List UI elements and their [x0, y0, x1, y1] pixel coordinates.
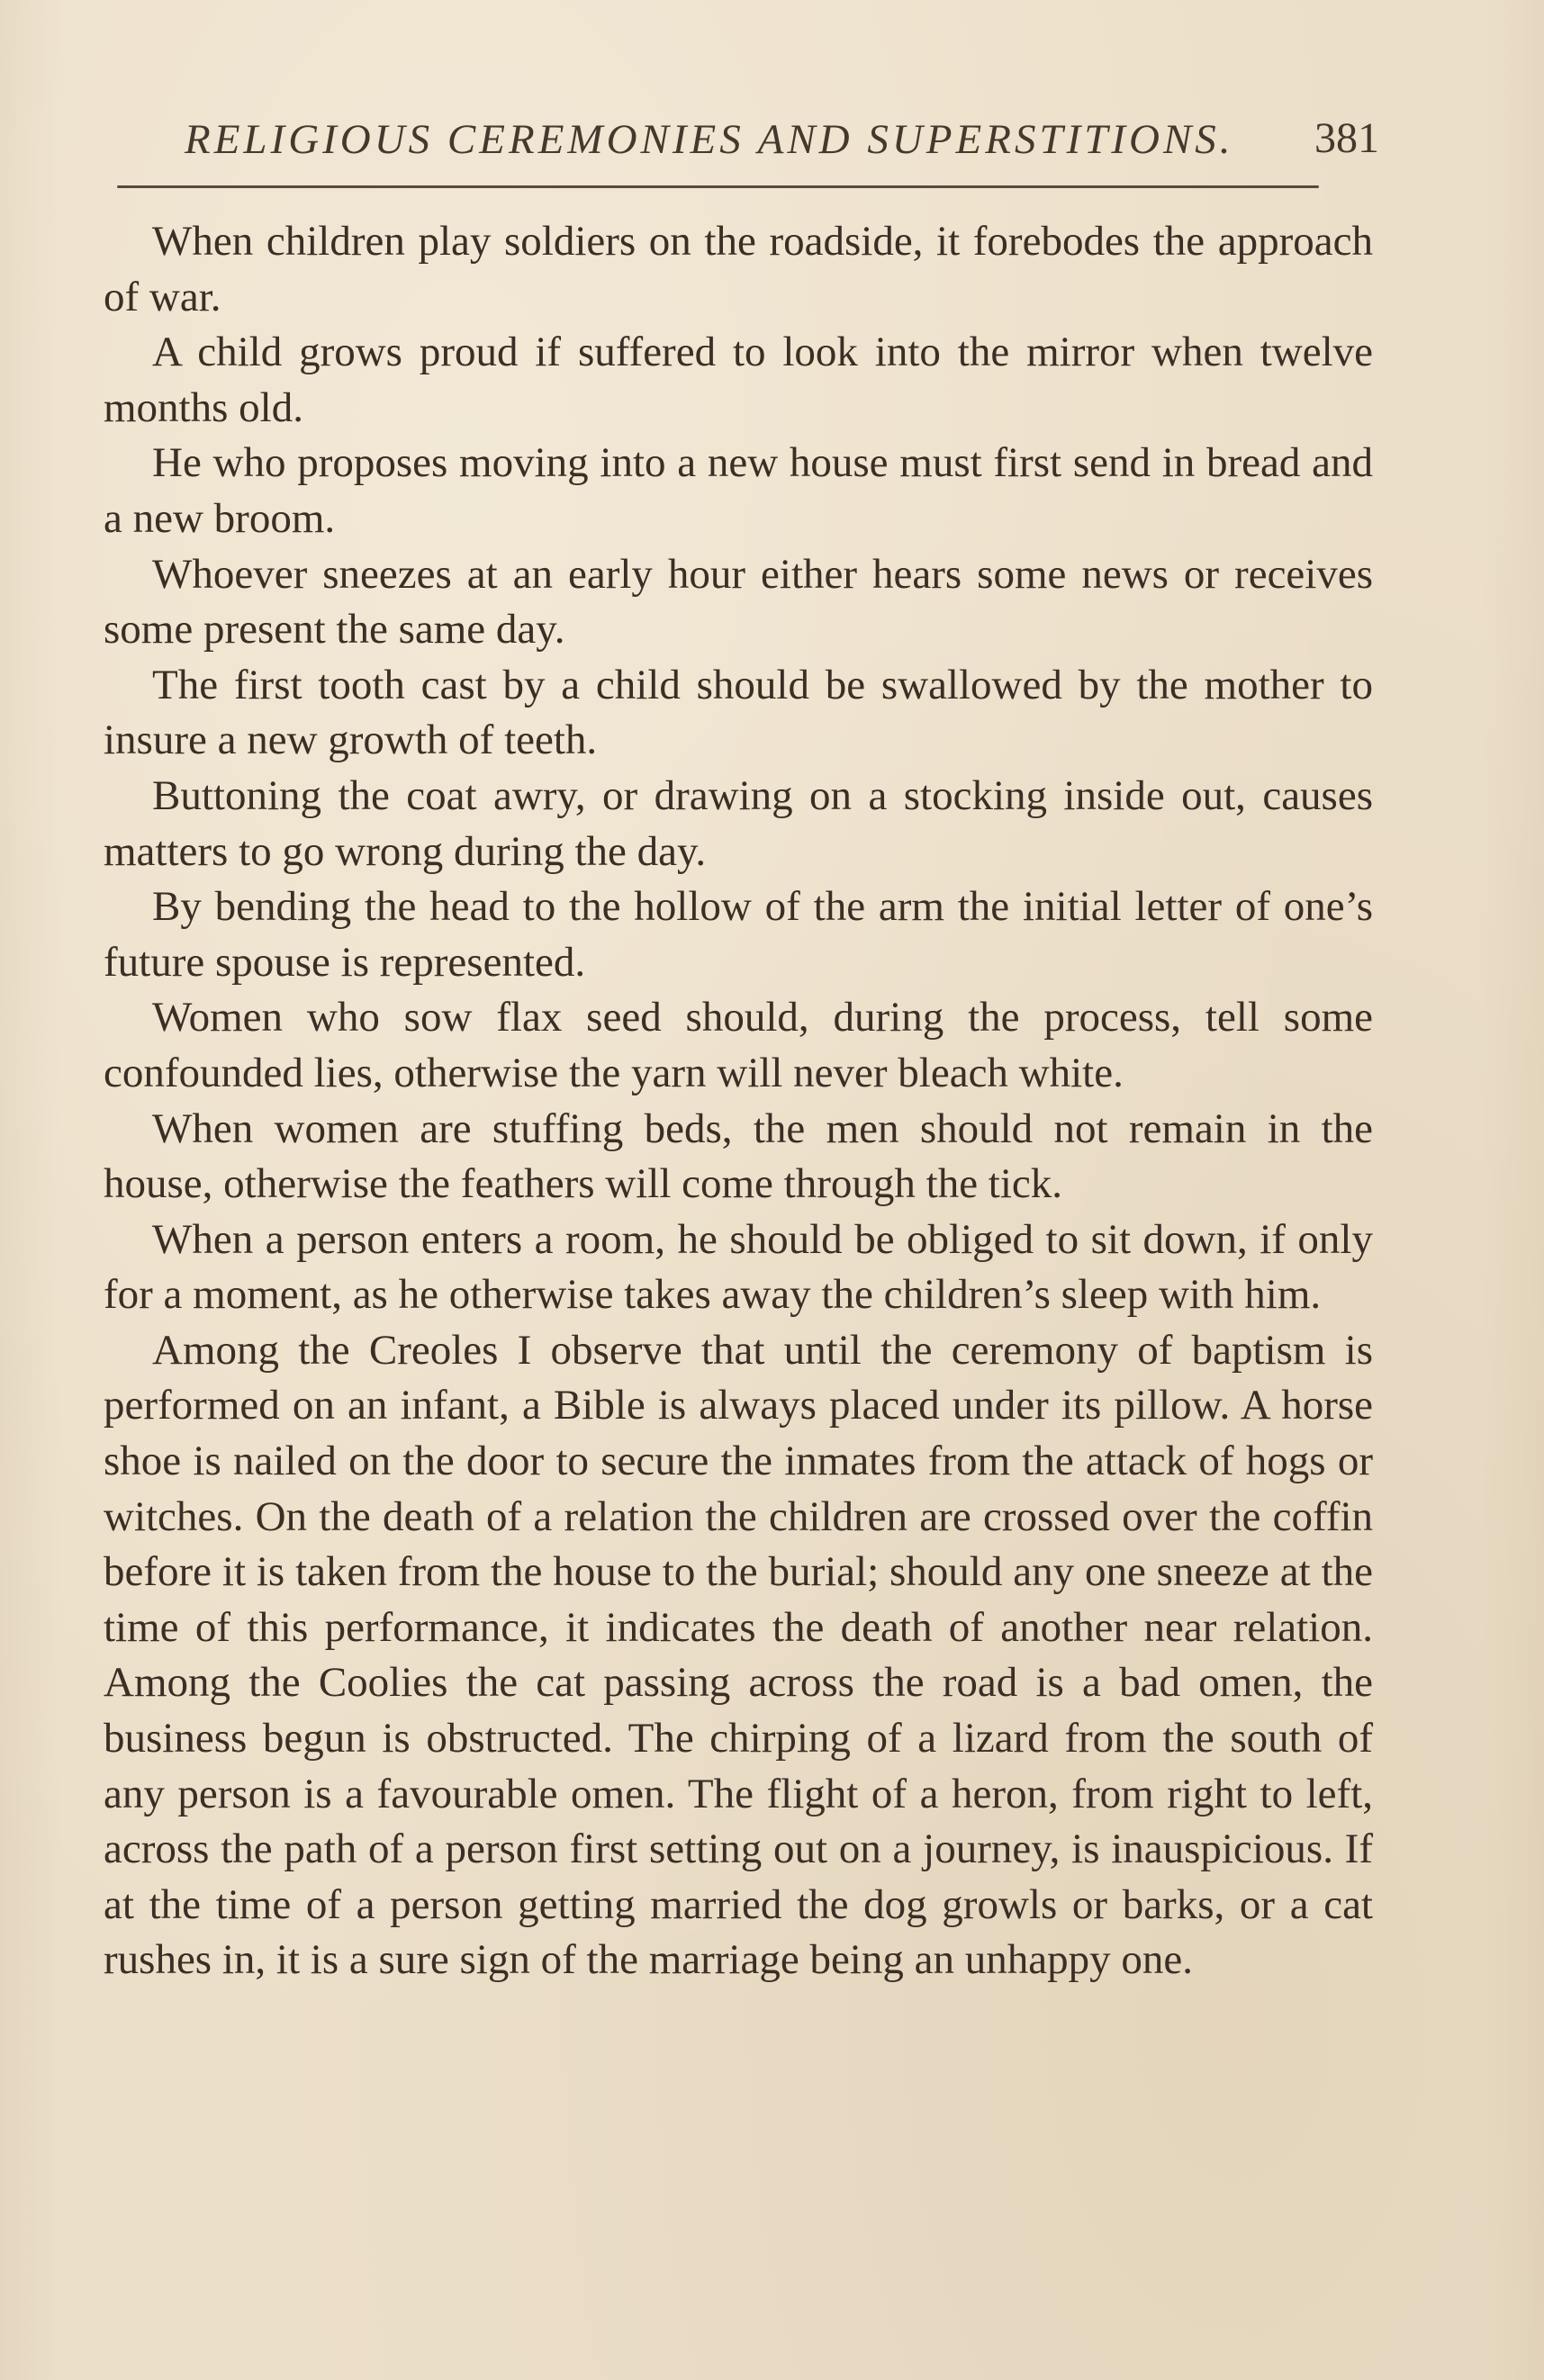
paragraph-stuffing-beds: When women are stuffing beds, the men should not remain in the house, otherwise the feathers will come through the tick. — [104, 1104, 1373, 1208]
paragraph-creoles-coolies: Among the Creoles I observe that until the ceremony of baptism is performed on an infant, a Bible is always placed under its pillow. A horse shoe is nailed on the door to secure the inmates from the attack of hogs or witches. On the death of a relation the children are crossed over the coffin before it is taken from the house to the burial; should any one sneeze at the time of this performance, it indicates the death of another near relation. Among the Coolies the cat passing across the road is a bad omen, the business begun is obstructed. The chirping of a lizard from the south of any person is a favourable omen. The flight of a heron, from right to left, across the path of a person first setting out on a journey, is inauspicious. If at the time of a person getting married the dog growls or barks, or a cat rushes in, it is a sure sign of the marriage being an unhappy one. — [104, 1326, 1373, 1984]
running-title: RELIGIOUS CEREMONIES AND SUPERSTITIONS. — [185, 116, 1234, 163]
paragraph-child-mirror: A child grows proud if suffered to look into the mirror when twelve months old. — [104, 329, 1373, 431]
paragraph-flax-seed: Women who sow flax seed should, during the process, tell some confounded lies, otherwise the yarn will never bleach white. — [104, 994, 1373, 1096]
paragraph-bending-head: By bending the head to the hollow of the arm the initial letter of one’s future spouse is represented. — [104, 883, 1373, 986]
paragraph-sneezes: Whoever sneezes at an early hour either hears some news or receives some present the same day. — [104, 550, 1373, 654]
paragraph-children-soldiers: When children play soldiers on the roadside, it forebodes the approach of war. — [104, 218, 1373, 320]
page-number: 381 — [1314, 114, 1379, 162]
paragraph-enters-room: When a person enters a room, he should be obliged to sit down, if only for a moment, as he otherwise takes away the children’s sleep with him. — [104, 1215, 1373, 1319]
body-text — [104, 214, 1373, 1988]
running-head — [117, 106, 1377, 169]
paragraph-coat-awry: Buttoning the coat awry, or drawing on a stocking inside out, causes matters to go wrong during the day. — [104, 771, 1373, 875]
paragraph-first-tooth: The first tooth cast by a child should be swallowed by the mother to insure a new growth of teeth. — [104, 661, 1373, 764]
paragraph-new-house: He who proposes moving into a new house must first send in bread and a new broom. — [104, 439, 1373, 542]
header-rule — [117, 185, 1319, 188]
